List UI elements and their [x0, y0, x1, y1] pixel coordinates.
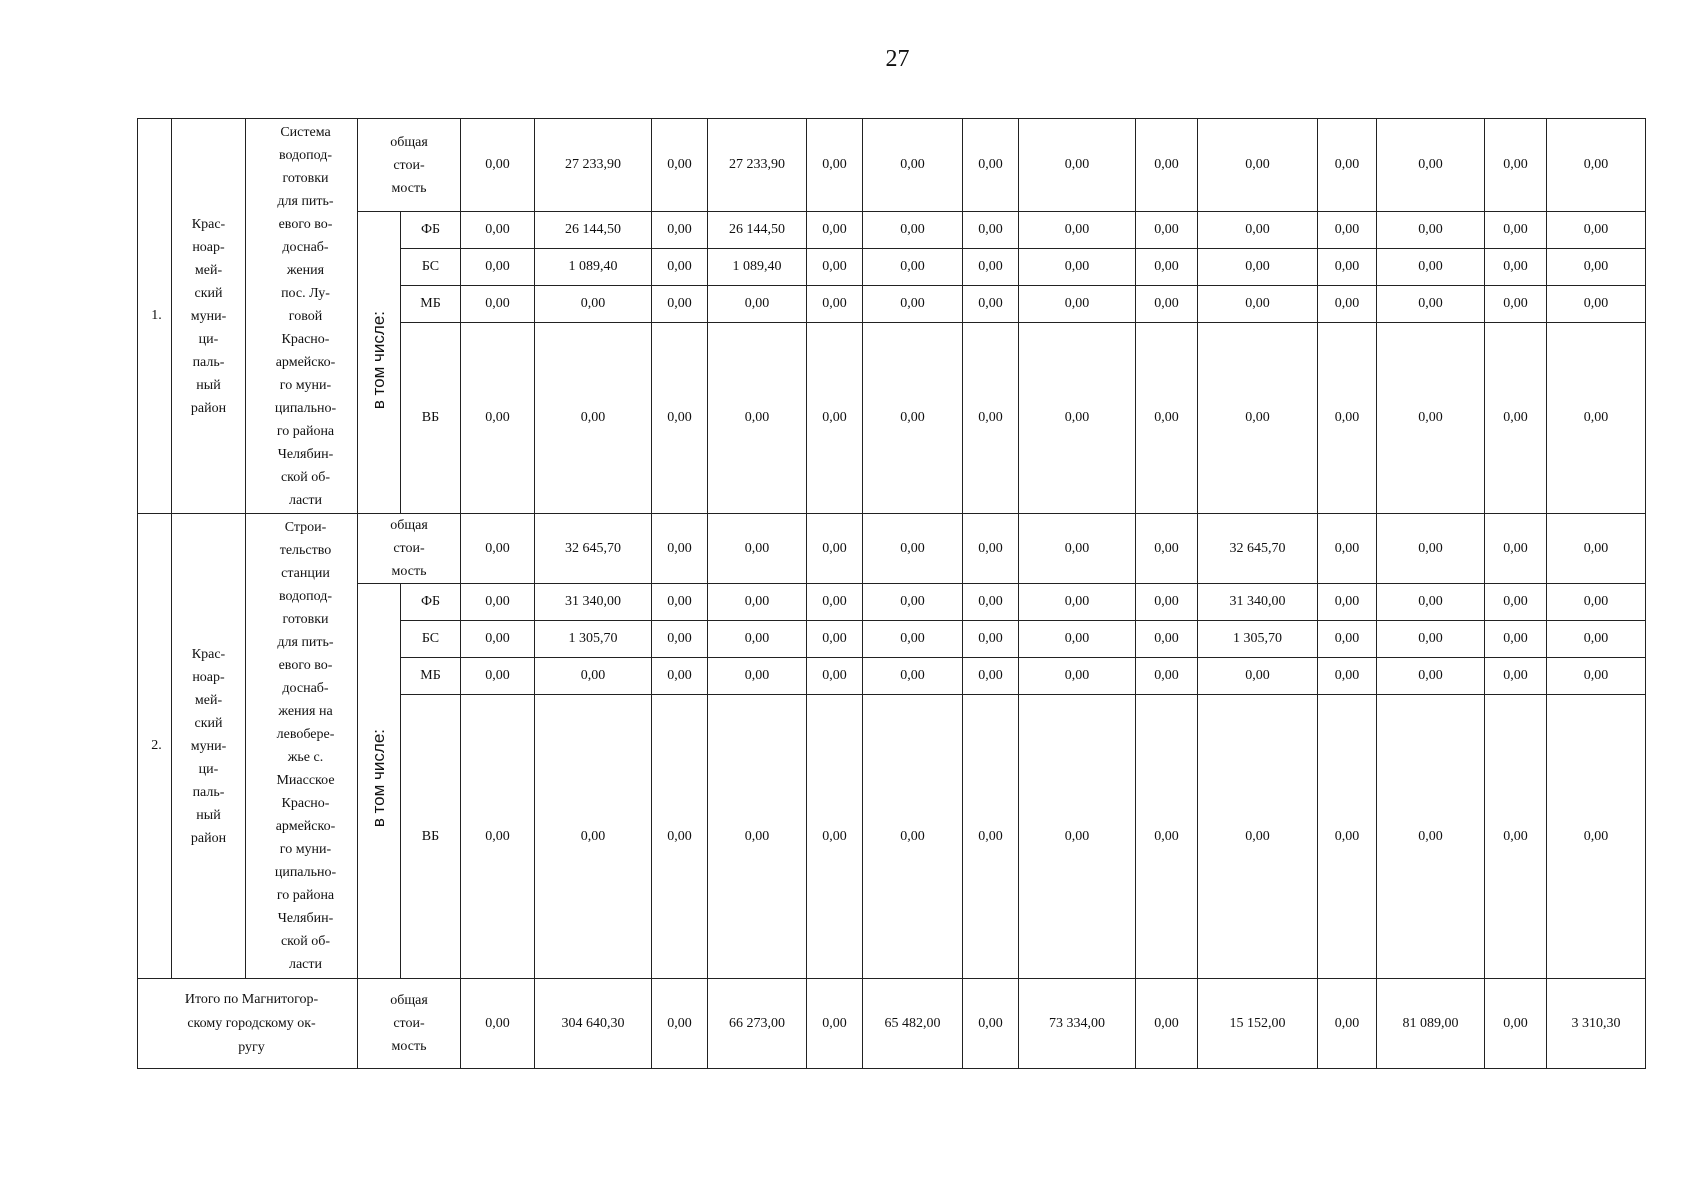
value-cell: 0,00 — [1136, 658, 1198, 695]
value-cell: 0,00 — [1198, 695, 1318, 979]
value-cell: 0,00 — [708, 621, 807, 658]
value-cell: 0,00 — [1318, 286, 1377, 323]
value-cell: 0,00 — [1485, 695, 1547, 979]
value-cell: 0,00 — [963, 621, 1019, 658]
value-cell: 1 089,40 — [535, 249, 652, 286]
value-cell: 0,00 — [652, 695, 708, 979]
value-cell: 0,00 — [1198, 119, 1318, 212]
value-cell: 0,00 — [1377, 323, 1485, 514]
value-cell: 0,00 — [1377, 621, 1485, 658]
value-cell: 0,00 — [863, 286, 963, 323]
value-cell: 1 305,70 — [1198, 621, 1318, 658]
value-cell: 0,00 — [1377, 212, 1485, 249]
value-cell: 0,00 — [1198, 658, 1318, 695]
value-cell: 0,00 — [1485, 514, 1547, 584]
value-cell: 0,00 — [963, 584, 1019, 621]
value-cell: 0,00 — [807, 249, 863, 286]
value-cell: 32 645,70 — [535, 514, 652, 584]
value-cell: 0,00 — [963, 979, 1019, 1069]
value-cell: 0,00 — [1547, 212, 1646, 249]
value-cell: 0,00 — [1318, 695, 1377, 979]
value-cell: 0,00 — [1136, 249, 1198, 286]
value-cell: 0,00 — [1547, 658, 1646, 695]
value-cell: 0,00 — [1485, 979, 1547, 1069]
value-cell: 81 089,00 — [1377, 979, 1485, 1069]
value-cell: 0,00 — [863, 212, 963, 249]
value-cell: 0,00 — [1547, 286, 1646, 323]
value-cell: 0,00 — [652, 119, 708, 212]
value-cell: 0,00 — [1198, 286, 1318, 323]
value-cell: 0,00 — [1377, 514, 1485, 584]
value-cell: 0,00 — [963, 514, 1019, 584]
value-cell: 0,00 — [1198, 323, 1318, 514]
value-cell: 0,00 — [1318, 514, 1377, 584]
value-cell: 0,00 — [1318, 119, 1377, 212]
value-cell: 0,00 — [807, 658, 863, 695]
value-cell: 0,00 — [963, 323, 1019, 514]
cost-type-label: общая стои- мость — [358, 979, 461, 1069]
total-label: Итого по Магнитогор- скому городскому ок- ругу — [138, 979, 358, 1069]
value-cell: 0,00 — [535, 658, 652, 695]
value-cell: 0,00 — [807, 584, 863, 621]
value-cell: 304 640,30 — [535, 979, 652, 1069]
value-cell: 0,00 — [461, 658, 535, 695]
value-cell: 0,00 — [1377, 119, 1485, 212]
value-cell: 0,00 — [807, 514, 863, 584]
value-cell: 0,00 — [1485, 286, 1547, 323]
value-cell: 0,00 — [863, 323, 963, 514]
value-cell: 0,00 — [1318, 979, 1377, 1069]
vertical-label-text: в том числе: — [369, 310, 388, 410]
value-cell: 0,00 — [863, 621, 963, 658]
value-cell: 0,00 — [863, 514, 963, 584]
value-cell: 0,00 — [1019, 695, 1136, 979]
table-row — [138, 514, 1646, 584]
value-cell: 0,00 — [963, 286, 1019, 323]
value-cell: 0,00 — [1198, 249, 1318, 286]
page-number: 27 — [885, 46, 910, 72]
value-cell: 31 340,00 — [535, 584, 652, 621]
table-row — [138, 584, 1646, 621]
value-cell: 0,00 — [1019, 286, 1136, 323]
value-cell: 0,00 — [652, 249, 708, 286]
value-cell: 0,00 — [461, 323, 535, 514]
value-cell: 0,00 — [1019, 658, 1136, 695]
value-cell: 15 152,00 — [1198, 979, 1318, 1069]
value-cell: 0,00 — [461, 621, 535, 658]
value-cell: 0,00 — [1547, 514, 1646, 584]
value-cell: 0,00 — [807, 119, 863, 212]
value-cell: 0,00 — [1019, 584, 1136, 621]
value-cell: 0,00 — [652, 658, 708, 695]
value-cell: 0,00 — [535, 323, 652, 514]
value-cell: 0,00 — [1377, 249, 1485, 286]
value-cell: 0,00 — [1318, 323, 1377, 514]
value-cell: 0,00 — [1318, 621, 1377, 658]
value-cell: 0,00 — [461, 249, 535, 286]
value-cell: 0,00 — [708, 323, 807, 514]
value-cell: 0,00 — [863, 119, 963, 212]
value-cell: 0,00 — [708, 286, 807, 323]
value-cell: 0,00 — [461, 119, 535, 212]
value-cell: 0,00 — [1019, 514, 1136, 584]
value-cell: 0,00 — [708, 695, 807, 979]
value-cell: 0,00 — [1547, 249, 1646, 286]
value-cell: 0,00 — [652, 584, 708, 621]
district-name: Крас- ноар- мей- ский муни- ци- паль- ный район — [172, 119, 246, 514]
vertical-label — [358, 212, 401, 514]
value-cell: 0,00 — [1485, 249, 1547, 286]
value-cell: 0,00 — [1485, 212, 1547, 249]
value-cell: 0,00 — [708, 514, 807, 584]
value-cell: 0,00 — [807, 323, 863, 514]
value-cell: 0,00 — [807, 212, 863, 249]
value-cell: 0,00 — [863, 695, 963, 979]
value-cell: 0,00 — [1485, 323, 1547, 514]
value-cell: 0,00 — [708, 584, 807, 621]
value-cell: 0,00 — [461, 514, 535, 584]
value-cell: 0,00 — [807, 695, 863, 979]
value-cell: 0,00 — [1136, 584, 1198, 621]
value-cell: 0,00 — [535, 286, 652, 323]
value-cell: 0,00 — [1547, 323, 1646, 514]
value-cell: 0,00 — [652, 323, 708, 514]
value-cell: 0,00 — [807, 621, 863, 658]
value-cell: 0,00 — [1019, 621, 1136, 658]
cost-type-label: общая стои- мость — [358, 119, 461, 212]
value-cell: 0,00 — [1377, 695, 1485, 979]
total-row — [138, 979, 1646, 1069]
value-cell: 0,00 — [1547, 584, 1646, 621]
value-cell: 0,00 — [1485, 584, 1547, 621]
value-cell: 0,00 — [1136, 286, 1198, 323]
budget-source-label: МБ — [401, 658, 461, 695]
value-cell: 0,00 — [1019, 323, 1136, 514]
value-cell: 0,00 — [708, 658, 807, 695]
value-cell: 0,00 — [461, 979, 535, 1069]
value-cell: 0,00 — [1136, 119, 1198, 212]
budget-source-label: БС — [401, 249, 461, 286]
row-number: 1. — [138, 119, 172, 514]
value-cell: 0,00 — [652, 514, 708, 584]
value-cell: 0,00 — [807, 286, 863, 323]
value-cell: 0,00 — [963, 212, 1019, 249]
value-cell: 0,00 — [863, 249, 963, 286]
budget-source-label: ФБ — [401, 584, 461, 621]
value-cell: 0,00 — [1136, 979, 1198, 1069]
value-cell: 0,00 — [963, 695, 1019, 979]
value-cell: 1 089,40 — [708, 249, 807, 286]
value-cell: 0,00 — [1136, 212, 1198, 249]
value-cell: 1 305,70 — [535, 621, 652, 658]
value-cell: 0,00 — [461, 584, 535, 621]
value-cell: 65 482,00 — [863, 979, 963, 1069]
value-cell: 0,00 — [1136, 323, 1198, 514]
value-cell: 27 233,90 — [535, 119, 652, 212]
value-cell: 26 144,50 — [535, 212, 652, 249]
value-cell: 0,00 — [535, 695, 652, 979]
value-cell: 0,00 — [1136, 621, 1198, 658]
value-cell: 0,00 — [1547, 621, 1646, 658]
budget-source-label: ВБ — [401, 695, 461, 979]
value-cell: 0,00 — [652, 979, 708, 1069]
table-row — [138, 119, 1646, 212]
value-cell: 0,00 — [652, 286, 708, 323]
value-cell: 26 144,50 — [708, 212, 807, 249]
value-cell: 31 340,00 — [1198, 584, 1318, 621]
value-cell: 0,00 — [461, 212, 535, 249]
value-cell: 0,00 — [807, 979, 863, 1069]
value-cell: 66 273,00 — [708, 979, 807, 1069]
budget-source-label: БС — [401, 621, 461, 658]
value-cell: 0,00 — [1547, 119, 1646, 212]
value-cell: 0,00 — [652, 621, 708, 658]
value-cell: 0,00 — [1198, 212, 1318, 249]
value-cell: 3 310,30 — [1547, 979, 1646, 1069]
row-number: 2. — [138, 514, 172, 979]
value-cell: 0,00 — [1019, 119, 1136, 212]
value-cell: 0,00 — [1318, 249, 1377, 286]
district-name: Крас- ноар- мей- ский муни- ци- паль- ный район — [172, 514, 246, 979]
value-cell: 0,00 — [1547, 695, 1646, 979]
vertical-label — [358, 584, 401, 979]
value-cell: 0,00 — [1318, 584, 1377, 621]
value-cell: 0,00 — [1485, 119, 1547, 212]
value-cell: 0,00 — [863, 658, 963, 695]
value-cell: 0,00 — [963, 658, 1019, 695]
budget-source-label: ФБ — [401, 212, 461, 249]
value-cell: 27 233,90 — [708, 119, 807, 212]
budget-source-label: МБ — [401, 286, 461, 323]
value-cell: 0,00 — [1019, 249, 1136, 286]
budget-table — [137, 118, 1646, 1069]
cost-type-label: общая стои- мость — [358, 514, 461, 584]
budget-source-label: ВБ — [401, 323, 461, 514]
value-cell: 0,00 — [461, 286, 535, 323]
value-cell: 0,00 — [963, 249, 1019, 286]
value-cell: 0,00 — [863, 584, 963, 621]
value-cell: 0,00 — [1485, 621, 1547, 658]
value-cell: 0,00 — [652, 212, 708, 249]
project-description: Строи- тельство станции водопод- готовки для пить- евого во- доснаб- жения на левобере- жье с. Миасское Красно- армейско- го муни- ципально- го района Челябин- ской об- ласти — [246, 514, 358, 979]
value-cell: 0,00 — [1136, 514, 1198, 584]
value-cell: 0,00 — [1377, 658, 1485, 695]
project-description: Система водопод- готовки для пить- евого во- доснаб- жения пос. Лу- говой Красно- армейско- го муни- ципально- го района Челябин- ской об- ласти — [246, 119, 358, 514]
value-cell: 73 334,00 — [1019, 979, 1136, 1069]
value-cell: 0,00 — [1318, 212, 1377, 249]
value-cell: 0,00 — [1136, 695, 1198, 979]
table-row — [138, 212, 1646, 249]
value-cell: 0,00 — [1318, 658, 1377, 695]
value-cell: 0,00 — [1377, 584, 1485, 621]
value-cell: 0,00 — [461, 695, 535, 979]
value-cell: 32 645,70 — [1198, 514, 1318, 584]
value-cell: 0,00 — [1485, 658, 1547, 695]
value-cell: 0,00 — [1019, 212, 1136, 249]
value-cell: 0,00 — [963, 119, 1019, 212]
vertical-label-text: в том числе: — [369, 729, 388, 828]
value-cell: 0,00 — [1377, 286, 1485, 323]
